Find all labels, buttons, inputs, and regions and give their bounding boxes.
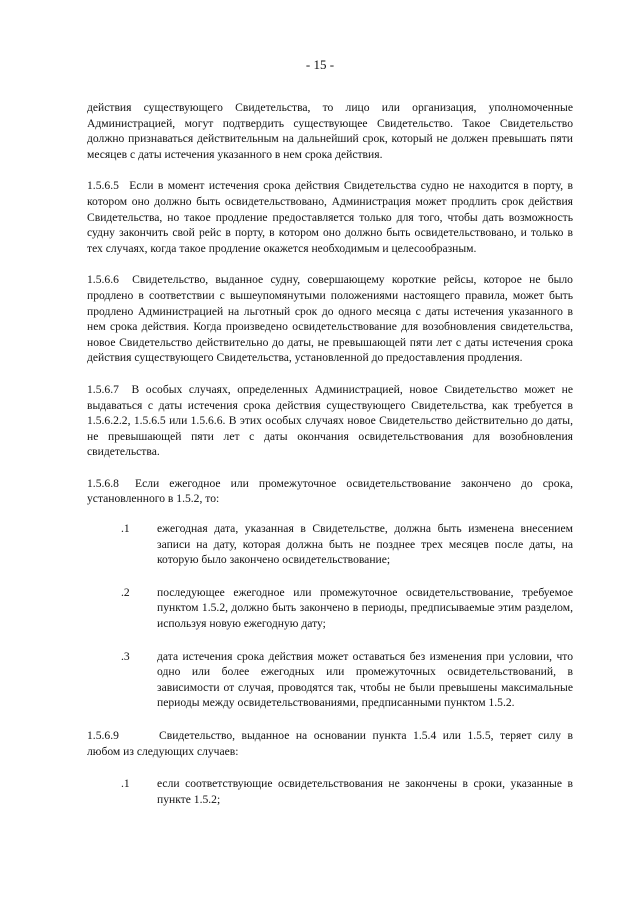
document-body bbox=[87, 100, 573, 824]
list-item bbox=[87, 649, 573, 711]
list-item-text: дата истечения срока действия может оставаться без изменения при условии, что одно или более ежегодных или промежуточных освидетельствований, в зависимости от случая, проводятся так, чтобы не были превышены максимальные периоды между освидетельствованиями, предписанными пунктом 1.5.2. bbox=[157, 649, 573, 710]
paragraph-1-5-6-6 bbox=[87, 272, 573, 366]
paragraph-number: 1.5.6.5 bbox=[87, 179, 119, 193]
list-item-number: .3 bbox=[121, 649, 130, 663]
paragraph-number: 1.5.6.9 bbox=[87, 729, 119, 742]
list-item-number: .1 bbox=[121, 777, 130, 791]
paragraph-text: Если ежегодное или промежуточное освидетельствование закончено до срока, установленного в 1.5.2, то: bbox=[87, 476, 573, 506]
paragraph-text: действия существующего Свидетельства, то лицо или организация, уполномоченные Администрацией, могут подтвердить существующее Свидетельство. Такое Свидетельство должно признаваться действительным на дальнейший срок, который не должен превышать пяти месяцев с даты истечения указанного в нем срока действия. bbox=[87, 101, 573, 161]
list-item-number: .2 bbox=[121, 585, 130, 599]
paragraph-number: 1.5.6.6 bbox=[87, 273, 119, 287]
paragraph-1-5-6-5 bbox=[87, 178, 573, 256]
list-item bbox=[87, 521, 573, 568]
paragraph-1-5-6-7 bbox=[87, 382, 573, 460]
list-item bbox=[87, 776, 573, 807]
paragraph-continuation bbox=[87, 100, 573, 162]
paragraph-1-5-6-8 bbox=[87, 476, 573, 507]
page-number: - 15 - bbox=[305, 57, 335, 72]
paragraph-text: Если в момент истечения срока действия Свидетельства судно не находится в порту, в котором оно должно быть освидетельствовано, Администрация может продлить срок действия Свидетельства, но такое продление предоставляется только для того, чтобы дать возможность судну закончить свой рейс в порту, в котором оно должно быть освидетельствовано, и только в тех случаях, когда такое продление окажется необходимым и целесообразным. bbox=[87, 179, 573, 255]
list-item-text: последующее ежегодное или промежуточное освидетельствование, требуемое пунктом 1.5.2, должно быть закончено в периоды, предписываемые этим разделом, используя новую ежегодную дату; bbox=[157, 585, 573, 631]
paragraph-1-5-6-9 bbox=[87, 728, 573, 759]
list-item-number: .1 bbox=[121, 522, 130, 536]
paragraph-text: Свидетельство, выданное на основании пункта 1.5.4 или 1.5.5, теряет силу в любом из следующих случаев: bbox=[87, 729, 573, 758]
paragraph-number: 1.5.6.7 bbox=[87, 382, 119, 396]
paragraph-number: 1.5.6.8 bbox=[87, 476, 119, 490]
paragraph-text: Свидетельство, выданное судну, совершающему короткие рейсы, которое не было продлено в соответствии с вышеупомянутыми положениями настоящего правила, может быть продлено Администрацией на льготный срок до одного месяца с даты истечения указанного в нем срока действия. Когда произведено освидетельствование для возобновления свидетельства, новое Свидетельство действительно до даты, не превышающей пяти лет с даты истечения срока действия существующего Свидетельства, установленной до предоставления продления. bbox=[87, 273, 573, 365]
list-item-text: если соответствующие освидетельствования не закончены в сроки, указанные в пункте 1.5.2; bbox=[157, 777, 573, 806]
paragraph-text: В особых случаях, определенных Администрацией, новое Свидетельство может не выдаваться с даты истечения срока действия существующего Свидетельства, как требуется в 1.5.6.2.2, 1.5.6.5 или 1.5.6.6. В этих особых случаях новое Свидетельство действительно до даты, не превышающей пяти лет с даты окончания освидетельствования для возобновления свидетельства. bbox=[87, 382, 573, 459]
list-item-text: ежегодная дата, указанная в Свидетельстве, должна быть изменена внесением записи на дату, которая должна быть не позднее трех месяцев после даты, на которую было закончено освидетельствование; bbox=[157, 522, 573, 567]
list-item bbox=[87, 585, 573, 632]
